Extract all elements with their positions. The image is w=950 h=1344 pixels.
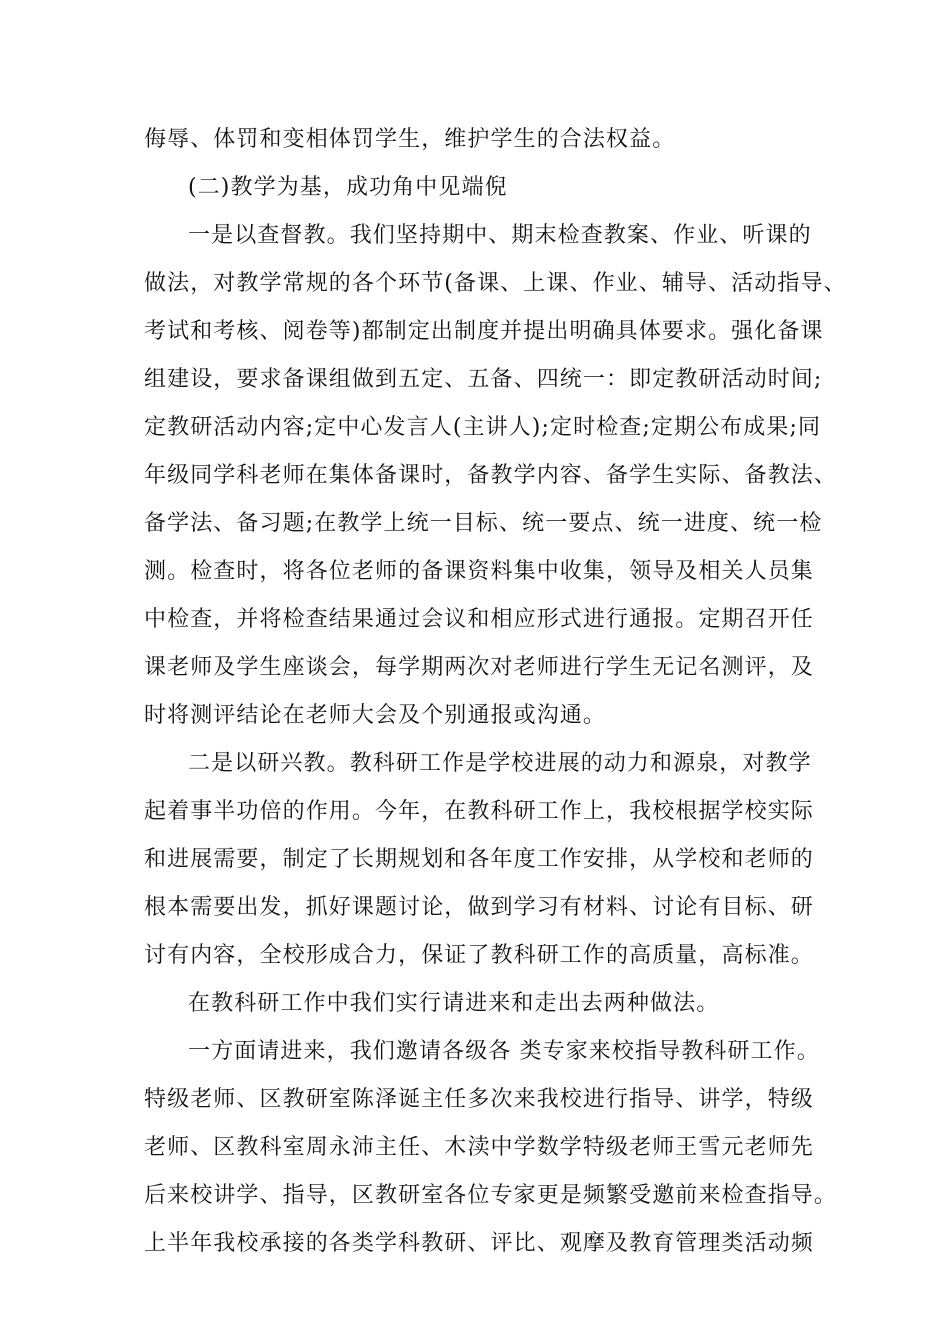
paragraph-line: 备学法、备习题;在教学上统一目标、统一要点、统一进度、统一检 — [144, 511, 823, 536]
text-line: 侮辱、体罚和变相体罚学生，维护学生的合法权益。 — [144, 127, 676, 152]
paragraph-line: 年级同学科老师在集体备课时，备教学内容、备学生实际、备教法、 — [144, 463, 838, 488]
paragraph-line: 课老师及学生座谈会，每学期两次对老师进行学生无记名测评，及 — [144, 655, 814, 680]
paragraph-line: 考试和考核、阅卷等)都制定出制度并提出明确具体要求。强化备课 — [144, 319, 824, 344]
paragraph-line: 后来校讲学、指导，区教研室各位专家更是频繁受邀前来检查指导。 — [144, 1183, 838, 1208]
paragraph-line: 起着事半功倍的作用。今年，在教科研工作上，我校根据学校实际 — [144, 799, 814, 824]
paragraph-line: 在教科研工作中我们实行请进来和走出去两种做法。 — [188, 991, 720, 1016]
paragraph-line: 老师、区教科室周永沛主任、木渎中学数学特级老师王雪元老师先 — [144, 1135, 814, 1160]
paragraph-line: 讨有内容，全校形成合力，保证了教科研工作的高质量，高标准。 — [144, 943, 814, 968]
paragraph-line: 特级老师、区教研室陈泽诞主任多次来我校进行指导、讲学，特级 — [144, 1087, 814, 1112]
paragraph-line: 测。检查时，将各位老师的备课资料集中收集，领导及相关人员集 — [144, 559, 814, 584]
paragraph-line: 中检查，并将检查结果通过会议和相应形式进行通报。定期召开任 — [144, 607, 814, 632]
section-heading: (二)教学为基，成功角中见端倪 — [188, 175, 508, 200]
paragraph-line: 和进展需要，制定了长期规划和各年度工作安排，从学校和老师的 — [144, 847, 814, 872]
paragraph-line: 根本需要出发，抓好课题讨论，做到学习有材料、讨论有目标、研 — [144, 895, 814, 920]
paragraph-line: 时将测评结论在老师大会及个别通报或沟通。 — [144, 703, 607, 728]
paragraph-line: 做法，对教学常规的各个环节(备课、上课、作业、辅导、活动指导、 — [144, 271, 847, 296]
paragraph-line: 一是以查督教。我们坚持期中、期末检查教案、作业、听课的 — [188, 223, 812, 248]
paragraph-line: 定教研活动内容;定中心发言人(主讲人);定时检查;定期公布成果;同 — [144, 415, 822, 440]
paragraph-line: 二是以研兴教。教科研工作是学校进展的动力和源泉，对教学 — [188, 751, 812, 776]
paragraph-line: 一方面请进来，我们邀请各级各 类专家来校指导教科研工作。 — [188, 1039, 820, 1064]
paragraph-line: 上半年我校承接的各类学科教研、评比、观摩及教育管理类活动频 — [144, 1231, 814, 1256]
paragraph-line: 组建设，要求备课组做到五定、五备、四统一：即定教研活动时间; — [144, 367, 823, 392]
